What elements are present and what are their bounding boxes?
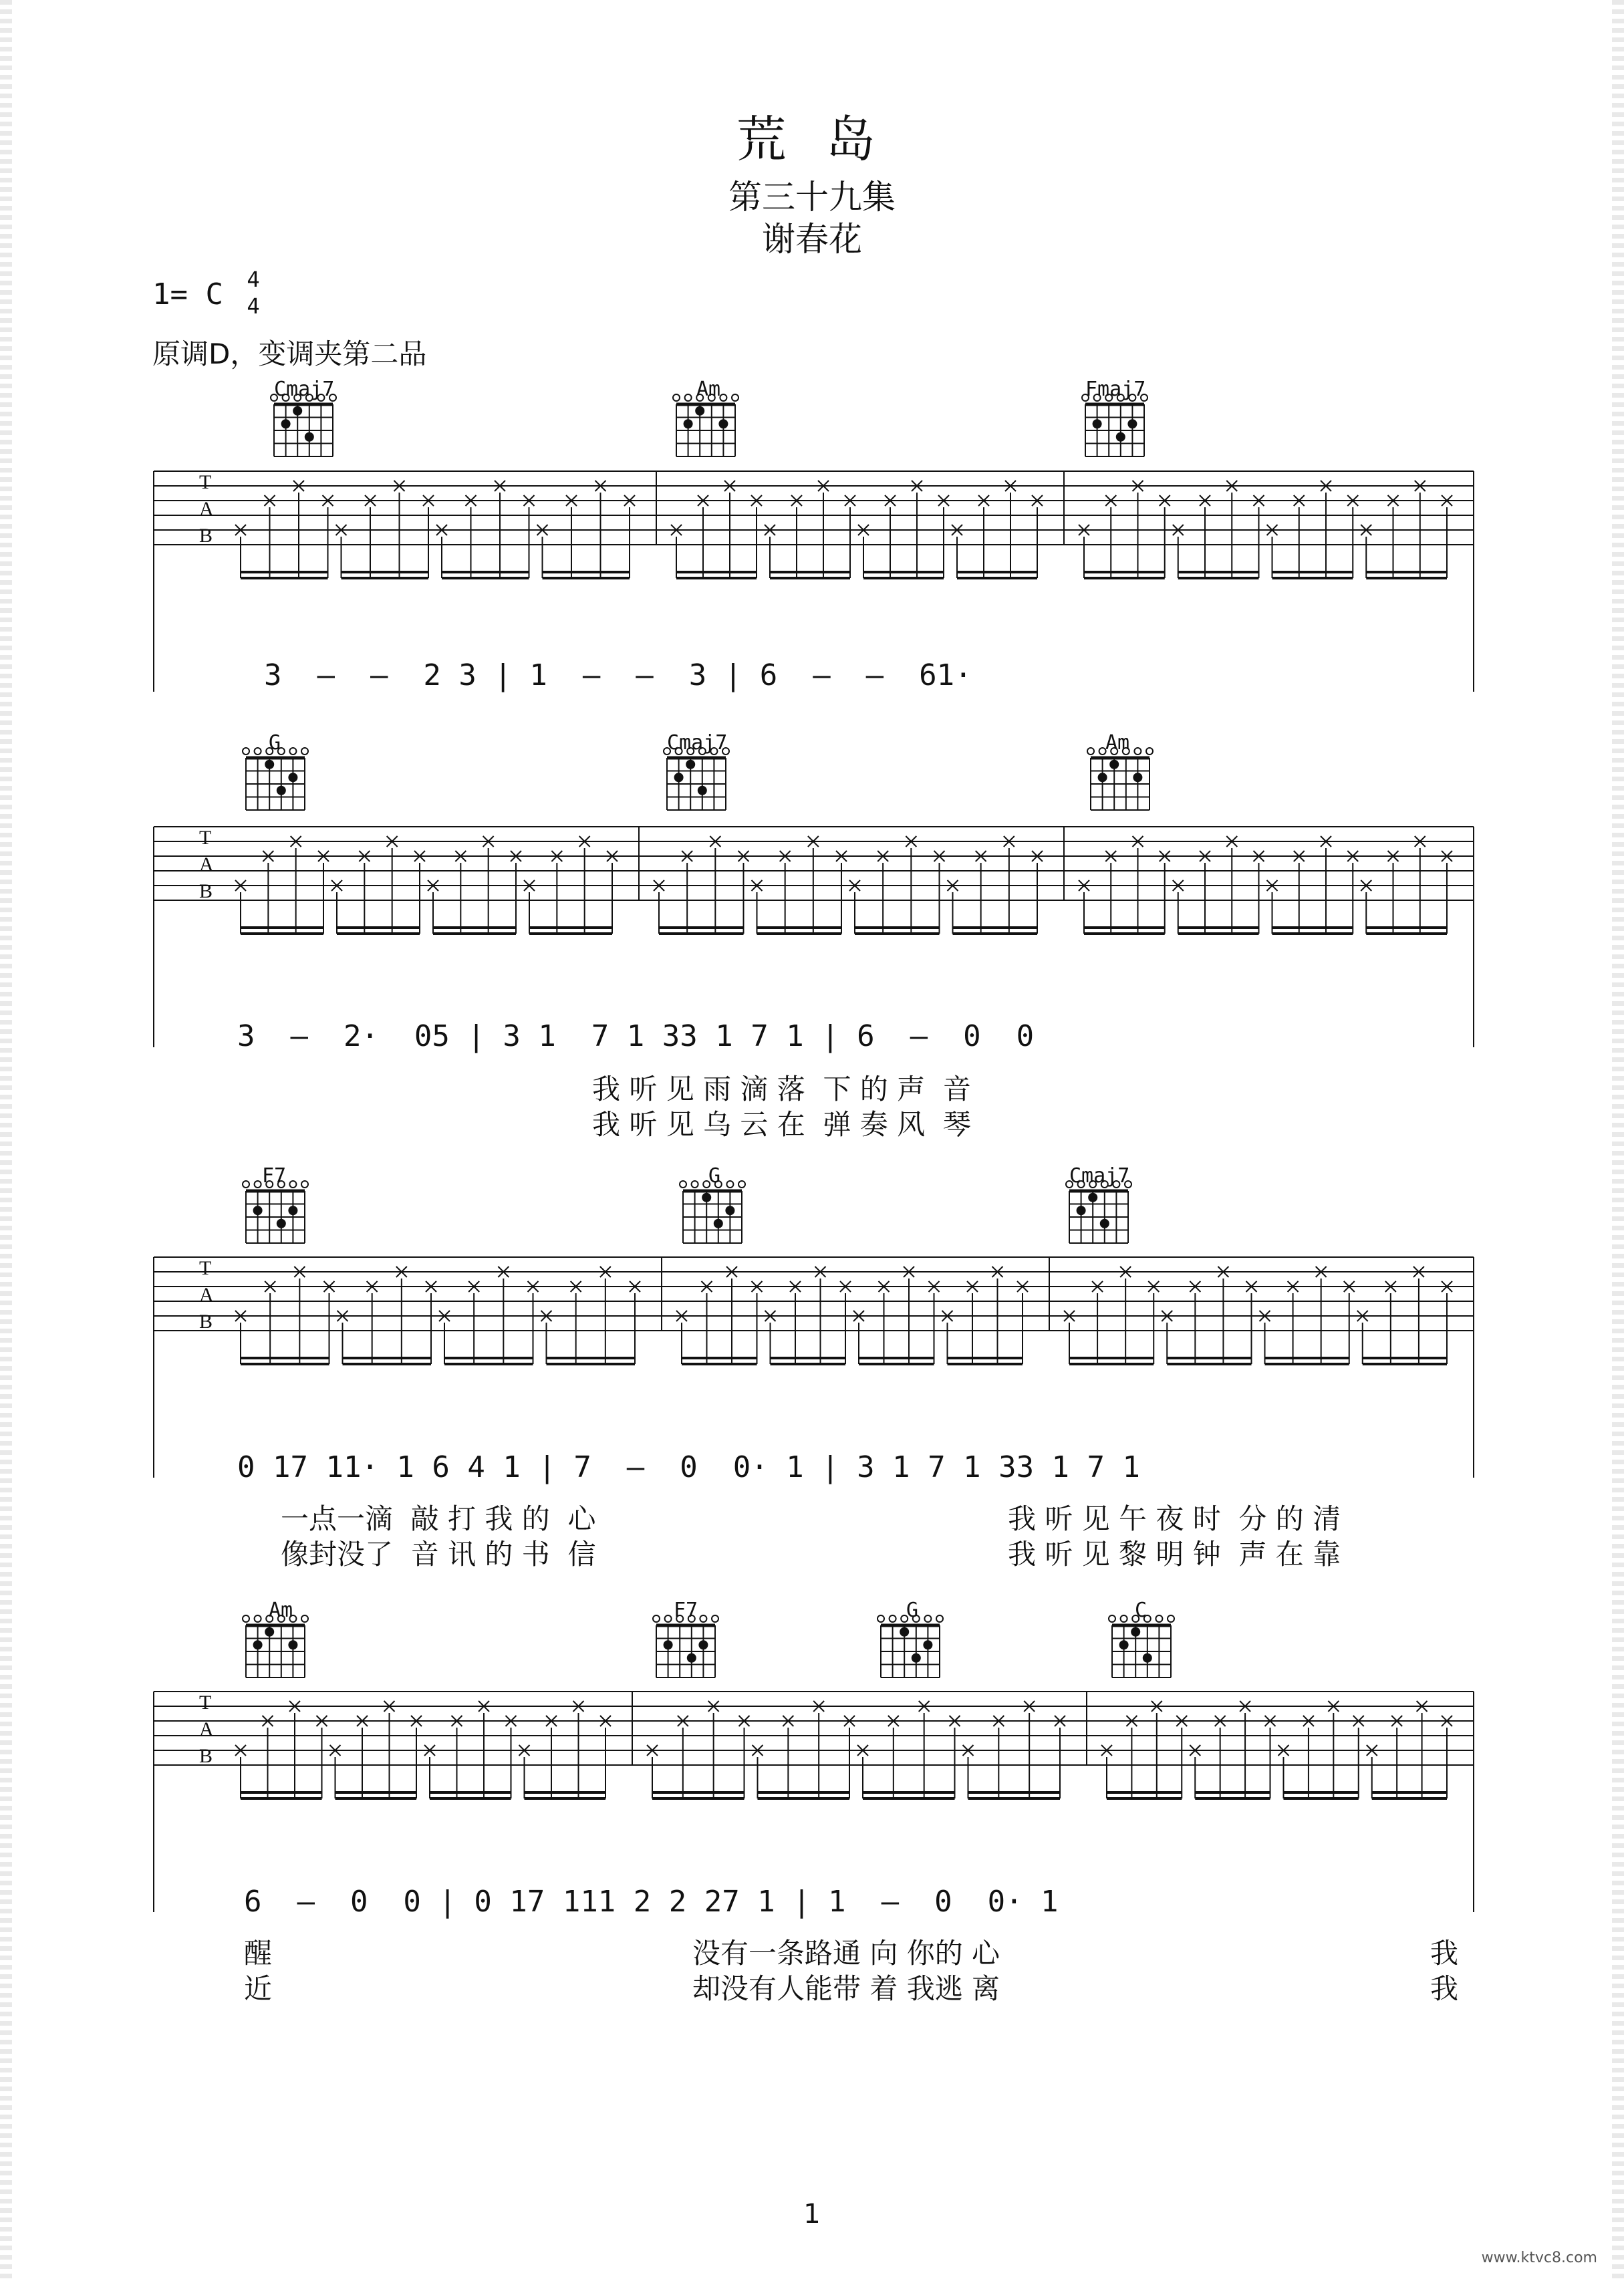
open-string-marker — [1109, 1615, 1115, 1622]
finger-dot — [288, 1206, 297, 1215]
chord-name: Am — [1105, 731, 1130, 755]
finger-dot — [305, 432, 314, 442]
lyric-line: 像封没了 音 讯 的 书 信 — [281, 1538, 596, 1571]
lyric-line: 我 — [1430, 1937, 1459, 1970]
key-signature: 1= C — [152, 277, 223, 311]
finger-dot — [1109, 760, 1119, 769]
finger-dot — [695, 406, 704, 416]
open-string-marker — [243, 1615, 249, 1622]
finger-dot — [923, 1640, 932, 1649]
open-string-marker — [301, 1181, 308, 1188]
tab-letter-t: T — [199, 827, 212, 849]
open-string-marker — [1105, 394, 1112, 401]
finger-dot — [698, 786, 707, 795]
open-string-marker — [1101, 1181, 1108, 1188]
open-string-marker — [664, 748, 670, 755]
open-string-marker — [726, 1181, 733, 1188]
capo-note: 原调D，变调夹第二品 — [152, 338, 427, 370]
open-string-marker — [676, 1615, 683, 1622]
finger-dot — [1116, 432, 1125, 442]
chord-name: G — [269, 731, 281, 755]
tab-letter-a: A — [199, 1284, 214, 1306]
open-string-marker — [676, 748, 682, 755]
lyric-line: 我 听 见 午 夜 时 分 的 清 — [1008, 1502, 1341, 1535]
finger-dot — [687, 1653, 696, 1663]
chord-name: Cmaj7 — [1069, 1164, 1130, 1188]
lyric-line: 我 听 见 乌 云 在 弹 奏 风 琴 — [592, 1108, 971, 1141]
lyric-line: 醒 — [244, 1937, 273, 1970]
tab-letter-b: B — [199, 525, 213, 547]
open-string-marker — [266, 748, 273, 755]
open-string-marker — [680, 1181, 686, 1188]
chord-diagram — [653, 1615, 718, 1677]
finger-dot — [686, 760, 695, 769]
finger-dot — [664, 1640, 673, 1649]
tab-letter-t: T — [199, 1692, 212, 1714]
finger-dot — [288, 773, 297, 782]
jianpu-row-1: 3 – – 2 3 | 1 – – 3 | 6 – – 61· — [264, 658, 972, 692]
open-string-marker — [306, 394, 313, 401]
open-string-marker — [266, 1181, 273, 1188]
chord-diagram — [664, 748, 729, 810]
chord-diagram — [680, 1181, 745, 1243]
open-string-marker — [913, 1615, 920, 1622]
open-string-marker — [901, 1615, 908, 1622]
open-string-marker — [890, 1615, 896, 1622]
lyric-line: 我 听 见 雨 滴 落 下 的 声 音 — [592, 1073, 971, 1105]
chord-name: G — [708, 1164, 721, 1188]
finger-dot — [912, 1653, 921, 1663]
open-string-marker — [1141, 394, 1147, 401]
finger-dot — [684, 419, 693, 428]
open-string-marker — [301, 748, 308, 755]
open-string-marker — [924, 1615, 931, 1622]
finger-dot — [281, 419, 291, 428]
lyric-line: 我 听 见 黎 明 钟 声 在 靠 — [1008, 1538, 1341, 1571]
open-string-marker — [255, 1615, 261, 1622]
chord-diagram — [1066, 1181, 1131, 1243]
open-string-marker — [715, 1181, 722, 1188]
open-string-marker — [732, 394, 738, 401]
lyric-line: 一点一滴 敲 打 我 的 心 — [281, 1502, 596, 1535]
song-title: 荒 岛 — [736, 111, 888, 168]
open-string-marker — [1111, 748, 1117, 755]
open-string-marker — [278, 1615, 285, 1622]
tab-letter-b: B — [199, 1311, 213, 1333]
open-string-marker — [720, 394, 726, 401]
open-string-marker — [1156, 1615, 1162, 1622]
chord-name: Cmaj7 — [274, 378, 335, 401]
open-string-marker — [243, 1181, 249, 1188]
chord-name: Cmaj7 — [667, 731, 728, 755]
finger-dot — [1093, 419, 1102, 428]
tab-letter-b: B — [199, 880, 213, 902]
open-string-marker — [301, 1615, 308, 1622]
open-string-marker — [685, 394, 692, 401]
chord-diagram — [673, 394, 738, 456]
open-string-marker — [703, 1181, 710, 1188]
chord-diagram — [243, 1181, 308, 1243]
open-string-marker — [278, 748, 285, 755]
open-string-marker — [1117, 394, 1124, 401]
watermark: www.ktvc8.com — [1481, 2250, 1597, 2266]
finger-dot — [1098, 773, 1107, 782]
open-string-marker — [1066, 1181, 1073, 1188]
tab-letter-a: A — [199, 853, 214, 876]
open-string-marker — [722, 748, 729, 755]
open-string-marker — [1113, 1181, 1119, 1188]
finger-dot — [1133, 773, 1142, 782]
finger-dot — [1100, 1219, 1109, 1228]
finger-dot — [674, 773, 684, 782]
tab-letter-a: A — [199, 1718, 214, 1740]
finger-dot — [277, 786, 286, 795]
open-string-marker — [1087, 748, 1094, 755]
open-string-marker — [877, 1615, 884, 1622]
chord-name: F7 — [262, 1164, 287, 1188]
page-number: 1 — [803, 2199, 821, 2230]
tab-letter-b: B — [199, 1745, 213, 1767]
lyric-line: 却没有人能带 着 我逃 离 — [692, 1972, 1000, 2005]
open-string-marker — [1144, 1615, 1151, 1622]
open-string-marker — [710, 748, 717, 755]
finger-dot — [1127, 419, 1137, 428]
song-artist: 谢春花 — [762, 220, 862, 259]
finger-dot — [1143, 1653, 1152, 1663]
finger-dot — [702, 1193, 711, 1202]
open-string-marker — [289, 1615, 296, 1622]
chord-name: G — [906, 1599, 919, 1622]
open-string-marker — [294, 394, 301, 401]
chord-diagram — [877, 1615, 943, 1677]
tab-letter-a: A — [199, 498, 214, 520]
open-string-marker — [243, 748, 249, 755]
finger-dot — [718, 419, 728, 428]
open-string-marker — [673, 394, 680, 401]
chord-diagram — [243, 748, 308, 810]
lyric-line: 我 — [1430, 1972, 1459, 2005]
open-string-marker — [692, 1181, 698, 1188]
open-string-marker — [266, 1615, 273, 1622]
finger-dot — [1088, 1193, 1097, 1202]
open-string-marker — [687, 748, 694, 755]
finger-dot — [725, 1206, 734, 1215]
open-string-marker — [712, 1615, 718, 1622]
open-string-marker — [255, 1181, 261, 1188]
time-signature-top: 4 — [247, 267, 260, 292]
open-string-marker — [699, 748, 706, 755]
time-signature-bottom: 4 — [247, 293, 260, 319]
open-string-marker — [1125, 1181, 1131, 1188]
open-string-marker — [1121, 1615, 1127, 1622]
jianpu-row-2: 3 – 2· 05 | 3 1 7 1 33 1 7 1 | 6 – 0 0 — [237, 1019, 1035, 1053]
open-string-marker — [1168, 1615, 1174, 1622]
open-string-marker — [1134, 748, 1141, 755]
jianpu-row-4: 6 – 0 0 | 0 17 111 2 2 27 1 | 1 – 0 0· 1 — [244, 1885, 1059, 1919]
chord-diagram — [271, 394, 336, 456]
finger-dot — [277, 1219, 286, 1228]
open-string-marker — [271, 394, 277, 401]
lyric-line: 近 — [244, 1972, 273, 2005]
tab-staff — [154, 1257, 1474, 1478]
chord-name: Am — [269, 1599, 293, 1622]
finger-dot — [714, 1219, 723, 1228]
open-string-marker — [283, 394, 289, 401]
open-string-marker — [1132, 1615, 1139, 1622]
finger-dot — [265, 760, 274, 769]
open-string-marker — [1146, 748, 1153, 755]
tab-letter-t: T — [199, 471, 212, 493]
finger-dot — [253, 1206, 263, 1215]
open-string-marker — [1094, 394, 1101, 401]
chord-name: F7 — [674, 1599, 698, 1622]
finger-dot — [293, 406, 302, 416]
open-string-marker — [1099, 748, 1106, 755]
chord-diagram — [1082, 394, 1147, 456]
open-string-marker — [1123, 748, 1129, 755]
tab-letter-t: T — [199, 1257, 212, 1279]
chord-name: Am — [696, 378, 721, 401]
open-string-marker — [688, 1615, 695, 1622]
chord-diagram — [243, 1615, 308, 1677]
open-string-marker — [1078, 1181, 1085, 1188]
chord-diagram — [1109, 1615, 1174, 1677]
lyric-line: 没有一条路通 向 你的 心 — [692, 1937, 1000, 1970]
chord-name: C — [1135, 1599, 1147, 1622]
open-string-marker — [255, 748, 261, 755]
finger-dot — [1119, 1640, 1129, 1649]
open-string-marker — [289, 748, 296, 755]
open-string-marker — [700, 1615, 706, 1622]
finger-dot — [1077, 1206, 1086, 1215]
song-subtitle: 第三十九集 — [728, 178, 896, 217]
open-string-marker — [278, 1181, 285, 1188]
jianpu-row-3: 0 17 11· 1 6 4 1 | 7 – 0 0· 1 | 3 1 7 1 33 1 7 1 — [237, 1450, 1141, 1484]
open-string-marker — [317, 394, 324, 401]
open-string-marker — [696, 394, 703, 401]
open-string-marker — [708, 394, 715, 401]
finger-dot — [1131, 1627, 1140, 1637]
chord-diagram — [1087, 748, 1153, 810]
open-string-marker — [1089, 1181, 1096, 1188]
open-string-marker — [653, 1615, 660, 1622]
finger-dot — [265, 1627, 274, 1637]
open-string-marker — [329, 394, 336, 401]
open-string-marker — [1129, 394, 1135, 401]
finger-dot — [288, 1640, 297, 1649]
tab-staff — [154, 1692, 1474, 1912]
finger-dot — [253, 1640, 263, 1649]
open-string-marker — [289, 1181, 296, 1188]
finger-dot — [698, 1640, 708, 1649]
chord-name: Fmaj7 — [1085, 378, 1146, 401]
finger-dot — [900, 1627, 909, 1637]
open-string-marker — [1082, 394, 1089, 401]
open-string-marker — [936, 1615, 943, 1622]
open-string-marker — [738, 1181, 745, 1188]
open-string-marker — [665, 1615, 672, 1622]
